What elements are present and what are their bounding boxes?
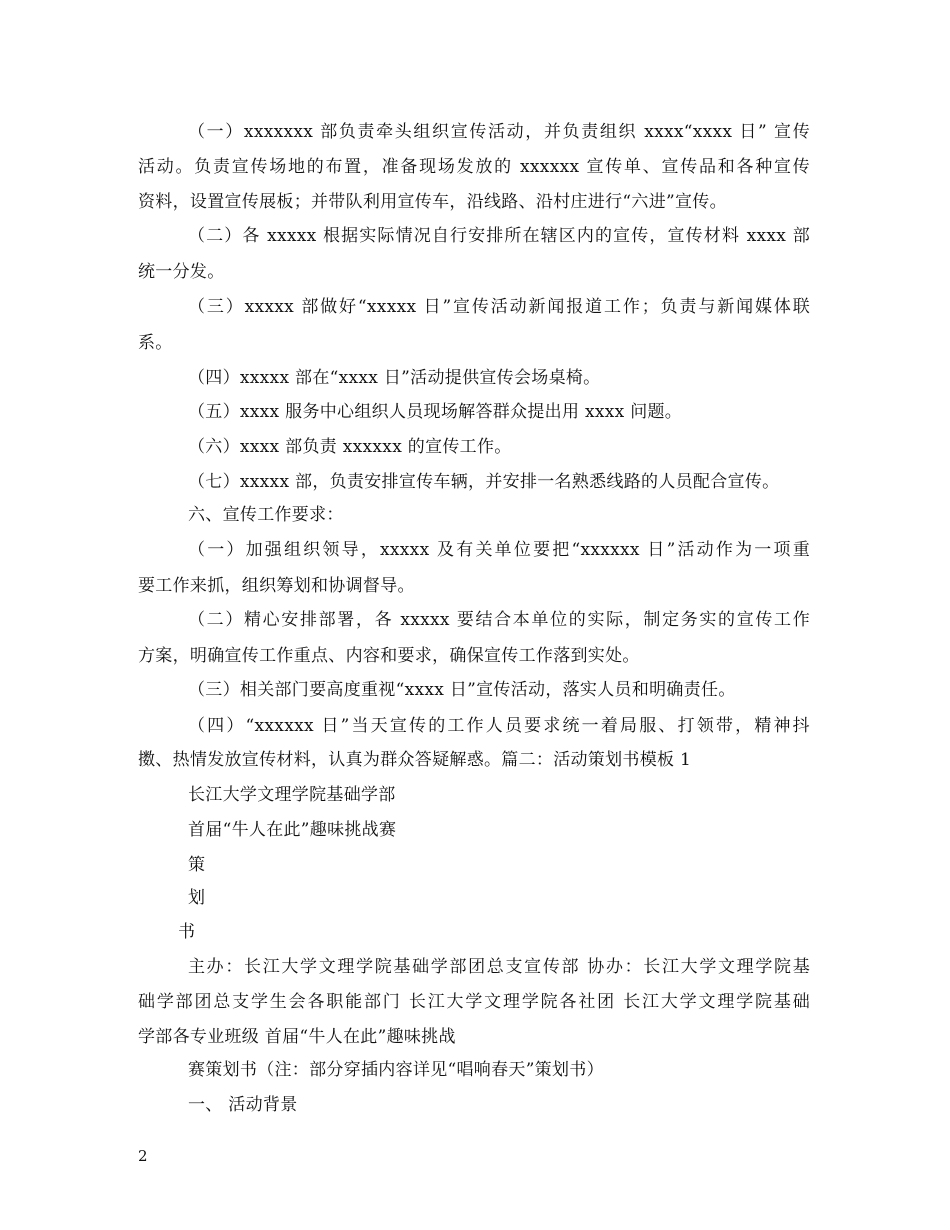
- text-line: 础学部团总支学生会各职能部门 长江大学文理学院各社团 长江大学文理学院基础: [138, 992, 810, 1012]
- page-number: 2: [138, 1147, 148, 1165]
- text-line: 方案，明确宣传工作重点、内容和要求，确保宣传工作落到实处。: [138, 646, 640, 666]
- text-line: 擞、热情发放宣传材料，认真为群众答疑解惑。篇二：活动策划书模板 1: [138, 750, 692, 770]
- text-line: 首届“牛人在此”趣味挑战赛: [188, 820, 397, 840]
- text-line: 系。: [138, 333, 173, 353]
- text-line: 长江大学文理学院基础学部: [188, 785, 396, 805]
- text-line: （二）精心安排部署，各 xxxxx 要结合本单位的实际，制定务实的宣传工作: [188, 610, 810, 630]
- text-line: （五）xxxx 服务中心组织人员现场解答群众提出用 xxxx 问题。: [188, 402, 683, 422]
- text-line: （三）xxxxx 部做好“xxxxx 日”宣传活动新闻报道工作；负责与新闻媒体联: [188, 297, 810, 317]
- text-line: 划: [188, 888, 206, 908]
- text-line: （六）xxxx 部负责 xxxxxx 的宣传工作。: [188, 437, 512, 457]
- text-line: （四）“xxxxxx 日”当天宣传的工作人员要求统一着局服、打领带，精神抖: [188, 716, 810, 736]
- text-line: 策: [188, 855, 206, 875]
- section-heading: 六、宣传工作要求：: [188, 505, 344, 525]
- text-line: 主办：长江大学文理学院基础学部团总支宣传部 协办：长江大学文理学院基: [188, 957, 810, 977]
- text-line: （四）xxxxx 部在“xxxx 日”活动提供宣传会场桌椅。: [188, 368, 601, 388]
- text-line: 学部各专业班级 首届“牛人在此”趣味挑战: [138, 1027, 456, 1047]
- text-line: （二）各 xxxxx 根据实际情况自行安排所在辖区内的宣传，宣传材料 xxxx 部: [188, 226, 810, 246]
- text-line: （三）相关部门要高度重视“xxxx 日”宣传活动，落实人员和明确责任。: [188, 680, 736, 700]
- text-line: 统一分发。: [138, 262, 225, 282]
- text-line: 赛策划书（注：部分穿插内容详见“唱响春天”策划书）: [188, 1060, 604, 1080]
- text-line: 要工作来抓，组织筹划和协调督导。: [138, 576, 415, 596]
- text-line: （七）xxxxx 部，负责安排宣传车辆，并安排一名熟悉线路的人员配合宣传。: [188, 472, 780, 492]
- section-heading: 一、 活动背景: [188, 1095, 298, 1115]
- text-line: 资料，设置宣传展板；并带队利用宣传车，沿线路、沿村庄进行“六进”宣传。: [138, 192, 727, 212]
- text-line: 活动。负责宣传场地的布置，准备现场发放的 xxxxxx 宣传单、宣传品和各种宣传: [138, 157, 810, 177]
- text-line: 书: [178, 922, 196, 942]
- text-line: （一）xxxxxxx 部负责牵头组织宣传活动，并负责组织 xxxx“xxxx 日” 宣传: [188, 122, 810, 142]
- text-line: （一）加强组织领导，xxxxx 及有关单位要把“xxxxxx 日”活动作为一项重: [188, 540, 810, 560]
